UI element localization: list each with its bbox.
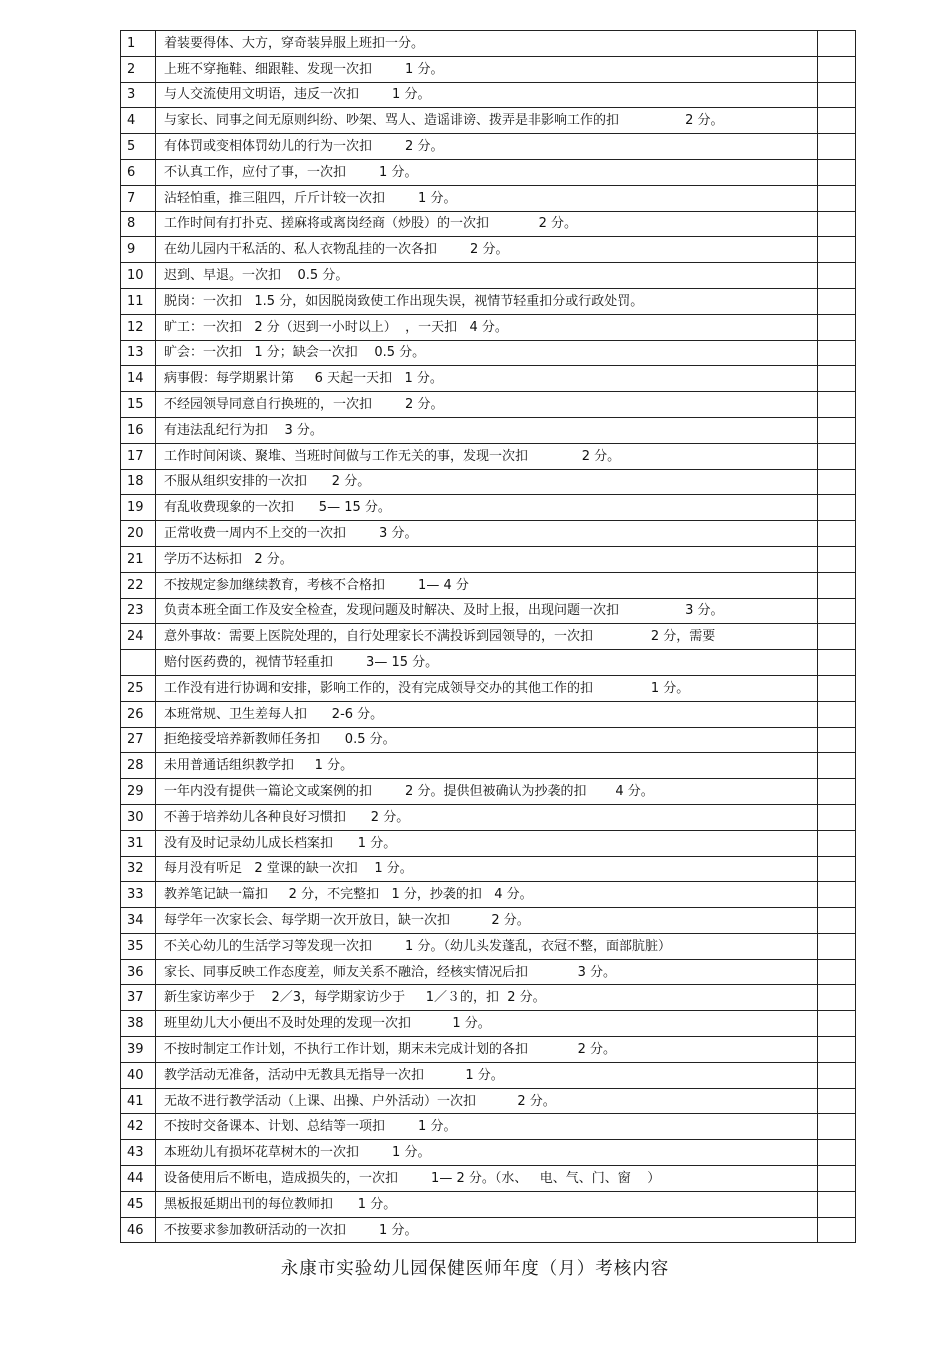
score-cell — [818, 1140, 856, 1166]
rule-number: 29 — [121, 779, 156, 805]
rule-row — [121, 1088, 856, 1114]
score-cell — [818, 1114, 856, 1140]
rule-text: 不认真工作，应付了事，一次扣 1 分。 — [156, 159, 818, 185]
rule-number: 30 — [121, 804, 156, 830]
rule-row — [121, 959, 856, 985]
rule-number: 3 — [121, 82, 156, 108]
rule-row — [121, 1037, 856, 1063]
score-cell — [818, 804, 856, 830]
score-cell — [818, 650, 856, 676]
rule-row — [121, 701, 856, 727]
rule-number: 36 — [121, 959, 156, 985]
rule-number: 25 — [121, 675, 156, 701]
rule-number: 4 — [121, 108, 156, 134]
rule-text: 设备使用后不断电，造成损失的，一次扣 1— 2 分。（水、 电、气、门、窗 ） — [156, 1166, 818, 1192]
rule-text: 迟到、早退。一次扣 0.5 分。 — [156, 263, 818, 289]
rule-row — [121, 366, 856, 392]
rule-text: 不按时交备课本、计划、总结等一项扣 1 分。 — [156, 1114, 818, 1140]
rule-text: 有体罚或变相体罚幼儿的行为一次扣 2 分。 — [156, 134, 818, 160]
rule-number: 45 — [121, 1191, 156, 1217]
rule-number: 20 — [121, 521, 156, 547]
rule-number: 35 — [121, 933, 156, 959]
rule-text: 本班幼儿有损坏花草树木的一次扣 1 分。 — [156, 1140, 818, 1166]
rule-row — [121, 211, 856, 237]
score-cell — [818, 1011, 856, 1037]
score-cell — [818, 108, 856, 134]
rule-row — [121, 1191, 856, 1217]
score-cell — [818, 701, 856, 727]
rule-text: 学历不达标扣 2 分。 — [156, 546, 818, 572]
rule-number: 38 — [121, 1011, 156, 1037]
score-cell — [818, 82, 856, 108]
rule-text: 有乱收费现象的一次扣 5— 15 分。 — [156, 495, 818, 521]
rule-number: 37 — [121, 985, 156, 1011]
rule-row — [121, 521, 856, 547]
rule-row — [121, 572, 856, 598]
rule-text: 不按时制定工作计划，不执行工作计划，期末未完成计划的各扣 2 分。 — [156, 1037, 818, 1063]
score-cell — [818, 727, 856, 753]
score-cell — [818, 185, 856, 211]
rule-text: 不服从组织安排的一次扣 2 分。 — [156, 469, 818, 495]
rule-number: 15 — [121, 392, 156, 418]
assessment-rules-table — [120, 30, 856, 1243]
rule-row — [121, 985, 856, 1011]
rule-row — [121, 908, 856, 934]
rule-text: 在幼儿园内干私活的、私人衣物乱挂的一次各扣 2 分。 — [156, 237, 818, 263]
score-cell — [818, 1191, 856, 1217]
rule-row — [121, 417, 856, 443]
rule-text: 与人交流使用文明语，违反一次扣 1 分。 — [156, 82, 818, 108]
rule-number: 33 — [121, 882, 156, 908]
rule-row — [121, 56, 856, 82]
score-cell — [818, 1166, 856, 1192]
score-cell — [818, 366, 856, 392]
rule-number: 31 — [121, 830, 156, 856]
rule-number: 9 — [121, 237, 156, 263]
rule-number: 7 — [121, 185, 156, 211]
rule-text: 与家长、同事之间无原则纠纷、吵架、骂人、造谣诽谤、拨弄是非影响工作的扣 2 分。 — [156, 108, 818, 134]
rule-number: 34 — [121, 908, 156, 934]
score-cell — [818, 159, 856, 185]
score-cell — [818, 392, 856, 418]
rule-row — [121, 31, 856, 57]
rule-number: 19 — [121, 495, 156, 521]
rule-row — [121, 443, 856, 469]
rule-number: 16 — [121, 417, 156, 443]
rule-number: 17 — [121, 443, 156, 469]
rule-text: 教学活动无准备，活动中无教具无指导一次扣 1 分。 — [156, 1062, 818, 1088]
rule-text: 没有及时记录幼儿成长档案扣 1 分。 — [156, 830, 818, 856]
score-cell — [818, 56, 856, 82]
rule-number: 8 — [121, 211, 156, 237]
rule-text: 每月没有听足 2 堂课的缺一次扣 1 分。 — [156, 856, 818, 882]
rule-text: 教养笔记缺一篇扣 2 分，不完整扣 1 分，抄袭的扣 4 分。 — [156, 882, 818, 908]
rule-text: 工作时间闲谈、聚堆、当班时间做与工作无关的事，发现一次扣 2 分。 — [156, 443, 818, 469]
rule-number: 43 — [121, 1140, 156, 1166]
rule-number: 6 — [121, 159, 156, 185]
rule-text: 不经园领导同意自行换班的，一次扣 2 分。 — [156, 392, 818, 418]
rule-text: 不按规定参加继续教育，考核不合格扣 1— 4 分 — [156, 572, 818, 598]
rule-row — [121, 495, 856, 521]
rule-text: 正常收费一周内不上交的一次扣 3 分。 — [156, 521, 818, 547]
rule-row — [121, 624, 856, 650]
score-cell — [818, 856, 856, 882]
rule-row — [121, 237, 856, 263]
score-cell — [818, 134, 856, 160]
rule-text: 新生家访率少于 2／3，每学期家访少于 1／３的，扣 2 分。 — [156, 985, 818, 1011]
score-cell — [818, 753, 856, 779]
rule-row — [121, 263, 856, 289]
rule-number: 18 — [121, 469, 156, 495]
rules-table-body — [121, 31, 856, 1243]
rule-number: 2 — [121, 56, 156, 82]
rule-row — [121, 392, 856, 418]
rule-row — [121, 314, 856, 340]
rule-number: 23 — [121, 598, 156, 624]
score-cell — [818, 237, 856, 263]
rule-number: 42 — [121, 1114, 156, 1140]
rule-text: 黑板报延期出刊的每位教师扣 1 分。 — [156, 1191, 818, 1217]
document-title: 永康市实验幼儿园保健医师年度（月）考核内容 — [280, 1259, 670, 1279]
score-cell — [818, 417, 856, 443]
score-cell — [818, 830, 856, 856]
score-cell — [818, 469, 856, 495]
rule-text: 赔付医药费的，视情节轻重扣 3— 15 分。 — [156, 650, 818, 676]
score-cell — [818, 546, 856, 572]
score-cell — [818, 443, 856, 469]
rule-text: 脱岗：一次扣 1.5 分，如因脱岗致使工作出现失误，视情节轻重扣分或行政处罚。 — [156, 288, 818, 314]
rule-row — [121, 82, 856, 108]
rule-row — [121, 1114, 856, 1140]
rule-row — [121, 675, 856, 701]
rule-row — [121, 753, 856, 779]
score-cell — [818, 882, 856, 908]
rule-row — [121, 1062, 856, 1088]
rule-row — [121, 856, 856, 882]
rule-number: 1 — [121, 31, 156, 57]
score-cell — [818, 985, 856, 1011]
rule-number: 22 — [121, 572, 156, 598]
rule-text: 上班不穿拖鞋、细跟鞋、发现一次扣 1 分。 — [156, 56, 818, 82]
rule-number: 12 — [121, 314, 156, 340]
score-cell — [818, 598, 856, 624]
rule-row — [121, 598, 856, 624]
score-cell — [818, 521, 856, 547]
rule-text: 不善于培养幼儿各种良好习惯扣 2 分。 — [156, 804, 818, 830]
score-cell — [818, 675, 856, 701]
rule-row — [121, 804, 856, 830]
rule-row — [121, 882, 856, 908]
rule-text: 病事假：每学期累计第 6 天起一天扣 1 分。 — [156, 366, 818, 392]
rule-number: 21 — [121, 546, 156, 572]
score-cell — [818, 779, 856, 805]
rule-text: 未用普通话组织教学扣 1 分。 — [156, 753, 818, 779]
rule-text: 一年内没有提供一篇论文或案例的扣 2 分。提供但被确认为抄袭的扣 4 分。 — [156, 779, 818, 805]
rule-text: 工作时间有打扑克、搓麻将或离岗经商（炒股）的一次扣 2 分。 — [156, 211, 818, 237]
rule-text: 不关心幼儿的生活学习等发现一次扣 1 分。（幼儿头发蓬乱，衣冠不整，面部肮脏） — [156, 933, 818, 959]
score-cell — [818, 908, 856, 934]
rule-row — [121, 1140, 856, 1166]
rule-text: 班里幼儿大小便出不及时处理的发现一次扣 1 分。 — [156, 1011, 818, 1037]
rule-number: 28 — [121, 753, 156, 779]
score-cell — [818, 495, 856, 521]
score-cell — [818, 340, 856, 366]
rule-row — [121, 933, 856, 959]
rule-row — [121, 546, 856, 572]
rule-text: 意外事故：需要上医院处理的，自行处理家长不满投诉到园领导的，一次扣 2 分，需要 — [156, 624, 818, 650]
rule-row — [121, 1166, 856, 1192]
rule-row — [121, 779, 856, 805]
score-cell — [818, 263, 856, 289]
rule-number: 32 — [121, 856, 156, 882]
score-cell — [818, 1037, 856, 1063]
score-cell — [818, 1088, 856, 1114]
rule-number: 24 — [121, 624, 156, 650]
rule-number: 27 — [121, 727, 156, 753]
rule-row — [121, 830, 856, 856]
rule-text: 无故不进行教学活动（上课、出操、户外活动）一次扣 2 分。 — [156, 1088, 818, 1114]
rule-number: 44 — [121, 1166, 156, 1192]
rule-number: 46 — [121, 1217, 156, 1243]
score-cell — [818, 1217, 856, 1243]
rule-row-continuation — [121, 650, 856, 676]
rule-number: 39 — [121, 1037, 156, 1063]
rule-row — [121, 159, 856, 185]
rule-number: 14 — [121, 366, 156, 392]
score-cell — [818, 959, 856, 985]
rule-text: 每学年一次家长会、每学期一次开放日，缺一次扣 2 分。 — [156, 908, 818, 934]
rule-text: 旷会：一次扣 1 分；缺会一次扣 0.5 分。 — [156, 340, 818, 366]
rule-number — [121, 650, 156, 676]
rule-number: 41 — [121, 1088, 156, 1114]
rule-row — [121, 1217, 856, 1243]
rule-row — [121, 340, 856, 366]
rule-number: 11 — [121, 288, 156, 314]
score-cell — [818, 31, 856, 57]
rule-text: 沾轻怕重，推三阻四，斤斤计较一次扣 1 分。 — [156, 185, 818, 211]
rule-row — [121, 134, 856, 160]
score-cell — [818, 1062, 856, 1088]
rule-text: 不按要求参加教研活动的一次扣 1 分。 — [156, 1217, 818, 1243]
rule-text: 负责本班全面工作及安全检查，发现问题及时解决、及时上报，出现问题一次扣 3 分。 — [156, 598, 818, 624]
rule-number: 5 — [121, 134, 156, 160]
score-cell — [818, 288, 856, 314]
rule-text: 旷工：一次扣 2 分（迟到一小时以上） ，一天扣 4 分。 — [156, 314, 818, 340]
rule-number: 10 — [121, 263, 156, 289]
rule-text: 着装要得体、大方，穿奇装异服上班扣一分。 — [156, 31, 818, 57]
rule-row — [121, 727, 856, 753]
score-cell — [818, 572, 856, 598]
rule-row — [121, 108, 856, 134]
score-cell — [818, 314, 856, 340]
rule-row — [121, 469, 856, 495]
rule-text: 有违法乱纪行为扣 3 分。 — [156, 417, 818, 443]
rule-number: 40 — [121, 1062, 156, 1088]
score-cell — [818, 211, 856, 237]
rule-row — [121, 1011, 856, 1037]
rule-text: 本班常规、卫生差每人扣 2-6 分。 — [156, 701, 818, 727]
rule-row — [121, 288, 856, 314]
rule-text: 工作没有进行协调和安排，影响工作的，没有完成领导交办的其他工作的扣 1 分。 — [156, 675, 818, 701]
rule-number: 26 — [121, 701, 156, 727]
rule-text: 拒绝接受培养新教师任务扣 0.5 分。 — [156, 727, 818, 753]
score-cell — [818, 933, 856, 959]
rule-text: 家长、同事反映工作态度差，师友关系不融洽，经核实情况后扣 3 分。 — [156, 959, 818, 985]
score-cell — [818, 624, 856, 650]
rule-row — [121, 185, 856, 211]
rule-number: 13 — [121, 340, 156, 366]
